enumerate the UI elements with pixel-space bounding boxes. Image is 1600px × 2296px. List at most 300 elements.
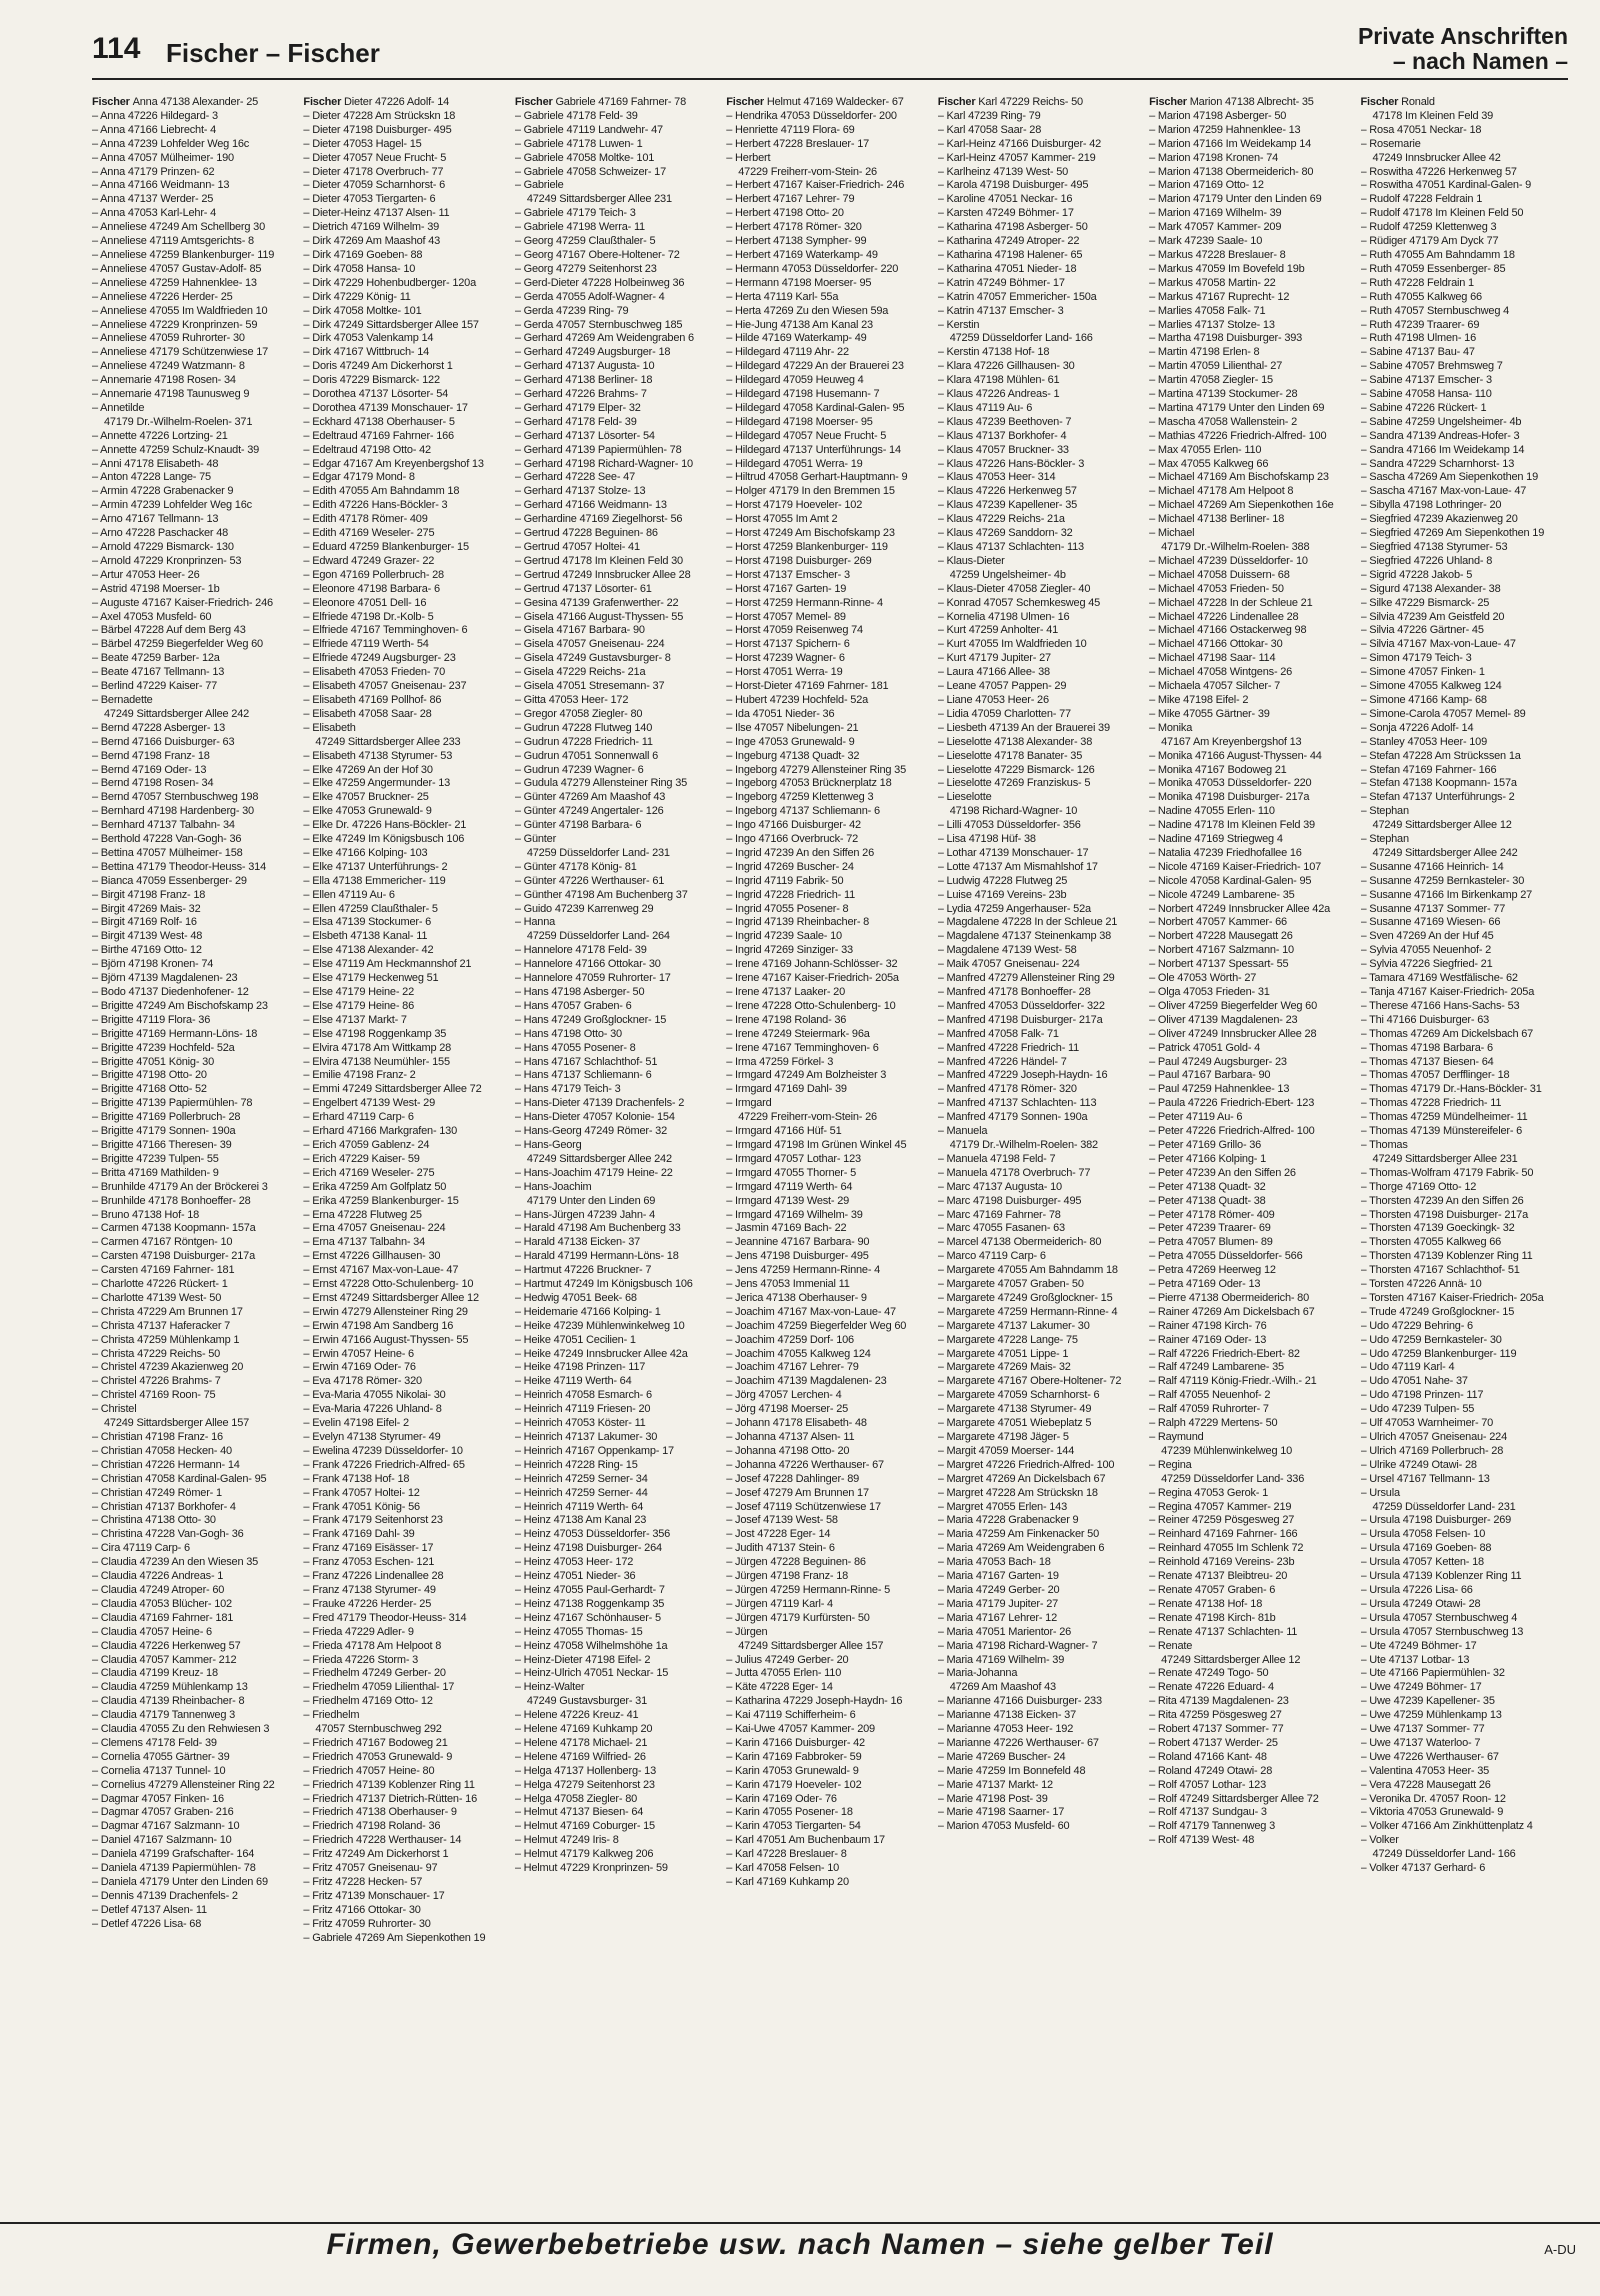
listing-entry: – Heike 47249 Innsbrucker Allee 42a: [514, 1347, 688, 1360]
listing-entry: – Horst 47179 Hoeveler- 102: [726, 499, 863, 512]
listing-entry: – Horst 47259 Blankenburger- 119: [726, 541, 888, 553]
listing-entry: – Elke 47057 Bruckner- 25: [303, 791, 429, 804]
listing-entry: – Petra 47269 Heerweg 12: [1149, 1264, 1276, 1277]
footer-code: A-DU: [1544, 2242, 1576, 2257]
listing-entry: – Renate 47198 Kirch- 81b: [1149, 1611, 1276, 1624]
listing-entry: – Ingrid 47139 Rheinbacher- 8: [726, 916, 870, 929]
listing-entry: – Rolf 47057 Lothar- 123: [1149, 1778, 1267, 1791]
listing-column: [1361, 96, 1568, 2176]
listing-entry: – Johann 47178 Elisabeth- 48: [726, 1417, 867, 1430]
listing-entry: – Heinrich 47259 Serner- 44: [514, 1486, 648, 1499]
listing-entry: – Luise 47169 Vereins- 23b: [937, 888, 1067, 901]
listing-entry: – Elke 47137 Unterführungs- 2: [303, 860, 448, 873]
entry-text: Marion 47138 Albrecht- 35: [1189, 96, 1314, 108]
listing-entry: – Hiltrud 47058 Gerhart-Hauptmann- 9: [726, 471, 908, 484]
listing-entry: – Margarete 47167 Obere-Holtener- 72: [937, 1375, 1122, 1388]
listing-column: [515, 96, 722, 2176]
listing-entry: – Bianca 47059 Essenberger- 29: [92, 874, 247, 887]
listing-entry: – Erwin 47057 Heine- 6: [303, 1347, 414, 1360]
listing-entry: – Jens 47259 Hermann-Rinne- 4: [726, 1264, 881, 1277]
listing-entry: – Julius 47249 Gerber- 20: [726, 1653, 849, 1666]
listing-entry: – Clemens 47178 Feld- 39: [92, 1736, 217, 1749]
listing-entry: – Martina 47139 Stockumer- 28: [1149, 388, 1298, 401]
listing-entry: – Helene 47169 Wilfried- 26: [514, 1750, 646, 1763]
listing-entry: 47229 Freiherr-vom-Stein- 26: [738, 1111, 877, 1124]
listing-entry: – Dirk 47269 Am Maashof 43: [303, 235, 441, 248]
listing-entry: – Bettina 47179 Theodor-Heuss- 314: [92, 860, 267, 873]
listing-entry: – Ute 47166 Papiermühlen- 32: [1360, 1667, 1505, 1680]
listing-entry: – Margarete 47269 Mais- 32: [937, 1361, 1071, 1374]
listing-entry: – Maria 47167 Garten- 19: [937, 1570, 1059, 1583]
listing-entry: – Lotte 47137 Am Mismahlshof 17: [937, 860, 1098, 873]
listing-entry: – Liesbeth 47139 An der Brauerei 39: [937, 721, 1110, 734]
listing-entry: – Silvia 47239 Am Geistfeld 20: [1360, 610, 1505, 623]
listing-entry: – Viktoria 47053 Grunewald- 9: [1360, 1806, 1504, 1819]
listing-entry: – Berthold 47228 Van-Gogh- 36: [92, 833, 242, 846]
listing-entry: – Paul 47167 Barbara- 90: [1149, 1069, 1271, 1082]
listing-entry: – Gabriele 47269 Am Siepenkothen 19: [303, 1931, 486, 1944]
listing-entry: – Herta 47269 Zu den Wiesen 59a: [726, 304, 889, 317]
listing-entry: – Siegfried 47239 Akazienweg 20: [1360, 513, 1518, 526]
listing-entry: 47179 Unter den Linden 69: [526, 1194, 656, 1207]
listing-entry: – Ingrid 47269 Buscher- 24: [726, 860, 854, 873]
listing-entry: – Udo 47259 Blankenburger- 119: [1360, 1347, 1517, 1360]
listing-entry: – Claudia 47226 Herkenweg 57: [92, 1639, 241, 1652]
listing-entry: – Simone 47057 Finken- 1: [1360, 666, 1485, 679]
surname-heading: Fischer: [1360, 96, 1402, 108]
listing-entry: – Karin 47055 Posener- 18: [726, 1806, 853, 1819]
listing-entry: – Christian 47198 Franz- 16: [92, 1431, 223, 1443]
listing-entry: – Simone 47055 Kalkweg 124: [1360, 680, 1502, 693]
listing-entry: – Udo 47229 Behring- 6: [1360, 1319, 1473, 1332]
listing-entry: – Udo 47239 Tulpen- 55: [1360, 1403, 1475, 1416]
listing-entry: – Ingeborg 47279 Allensteiner Ring 35: [726, 763, 907, 776]
listing-entry: – Elke 47166 Kolping- 103: [303, 846, 428, 859]
listing-entry: – Ursula 47169 Goeben- 88: [1360, 1542, 1492, 1555]
listing-entry: – Trude 47249 Großglockner- 15: [1360, 1305, 1515, 1318]
listing-entry: – Sandra 47229 Scharnhorst- 13: [1360, 457, 1515, 470]
listing-entry: – Harald 47138 Eicken- 37: [514, 1236, 641, 1249]
listing-entry: – Daniela 47199 Grafschafter- 164: [92, 1848, 255, 1861]
listing-entry: – Hans-Dieter 47139 Drachenfels- 2: [514, 1097, 685, 1110]
listing-entry: – Ingrid 47055 Posener- 8: [726, 902, 849, 915]
listing-entry: 47179 Dr.-Wilhelm-Roelen- 382: [949, 1138, 1098, 1151]
listing-entry: – Egon 47169 Pollerbruch- 28: [303, 568, 444, 581]
listing-entry: – Heinz 47167 Schönhauser- 5: [514, 1611, 661, 1624]
listing-entry: – Leane 47057 Pappen- 29: [937, 680, 1067, 693]
listing-entry: – Sascha 47269 Am Siepenkothen 19: [1360, 471, 1539, 484]
listing-entry: [938, 96, 1145, 110]
listing-entry: – Friedrich 47167 Bodoweg 21: [303, 1736, 448, 1749]
listing-entry: – Ingeburg 47138 Quadt- 32: [726, 749, 860, 762]
listing-entry: – Thorsten 47139 Koblenzer Ring 11: [1360, 1250, 1533, 1263]
listing-entry: – Else 47137 Markt- 7: [303, 1013, 407, 1026]
listing-entry: – Simone 47166 Kamp- 68: [1360, 693, 1487, 706]
listing-entry: – Maria 47269 Am Weidengraben 6: [937, 1542, 1105, 1555]
listing-entry: – Oliver 47249 Innsbrucker Allee 28: [1149, 1027, 1317, 1040]
listing-entry: – Peter 47138 Quadt- 38: [1149, 1194, 1266, 1207]
listing-entry: – Hilde 47169 Waterkamp- 49: [726, 332, 867, 345]
entry-text: Anna 47138 Alexander- 25: [132, 96, 259, 108]
listing-entry: – Helene 47169 Kuhkamp 20: [514, 1723, 653, 1736]
surname-heading: Fischer: [937, 96, 979, 108]
listing-entry: – Jürgen 47228 Beguinen- 86: [726, 1556, 866, 1569]
listing-entry: – Michael 47269 Am Siepenkothen 16e: [1149, 499, 1334, 512]
listing-entry: – Günter 47226 Werthauser- 61: [514, 874, 665, 887]
listing-entry: – Irene 47137 Laaker- 20: [726, 986, 846, 998]
listing-entry: – Anneliese 47119 Amtsgerichts- 8: [92, 235, 254, 248]
listing-entry: – Oliver 47139 Magdalenen- 23: [1149, 1013, 1298, 1026]
listing-entry: – Markus 47058 Martin- 22: [1149, 276, 1276, 289]
listing-entry: – Dirk 47058 Hansa- 10: [303, 262, 416, 275]
listing-entry: – Josef 47139 West- 58: [726, 1514, 838, 1527]
listing-entry: – Uwe 47137 Sommer- 77: [1360, 1723, 1485, 1736]
listing-entry: – Paul 47249 Augsburger- 23: [1149, 1055, 1287, 1068]
listing-entry: – Thomas 47228 Friedrich- 11: [1360, 1097, 1502, 1110]
listing-entry: – Helene 47178 Michael- 21: [514, 1736, 648, 1749]
listing-entry: – Elisabeth 47053 Frieden- 70: [303, 666, 445, 679]
listing-entry: – Sonja 47226 Adolf- 14: [1360, 721, 1474, 734]
listing-entry: – Georg 47259 Claußthaler- 5: [514, 235, 656, 248]
listing-entry: – Emilie 47198 Franz- 2: [303, 1069, 416, 1082]
listing-entry: – Elke 47053 Grunewald- 9: [303, 805, 432, 818]
listing-entry: 47259 Düsseldorfer Land- 231: [1372, 1500, 1516, 1513]
listing-entry: – Ingrid 47269 Sinziger- 33: [726, 944, 853, 957]
listing-entry: – Dagmar 47057 Graben- 216: [92, 1806, 234, 1819]
listing-entry: – Irmgard 47166 Hüf- 51: [726, 1125, 842, 1138]
listing-entry: – Manfred 47053 Düsseldorfer- 322: [937, 999, 1105, 1012]
listing-entry: – Helmut 47179 Kalkweg 206: [514, 1848, 654, 1861]
page-header: [92, 22, 1568, 80]
listing-entry: – Tamara 47169 Westfälische- 62: [1360, 972, 1518, 985]
page-number: 114: [92, 32, 141, 65]
listing-entry: – Renate 47249 Togo- 50: [1149, 1667, 1269, 1680]
listing-entry: – Hans 47137 Schliemann- 6: [514, 1069, 652, 1082]
listing-entry: – Elvira 47178 Am Wittkamp 28: [303, 1041, 452, 1054]
listing-entry: – Claudia 47057 Kammer- 212: [92, 1653, 237, 1666]
listing-entry: – Renate 47137 Bleibtreu- 20: [1149, 1570, 1288, 1583]
listing-entry: – Friedrich 47057 Heine- 80: [303, 1764, 435, 1777]
listing-entry: – Mark 47057 Kammer- 209: [1149, 221, 1282, 234]
listing-entry: – Gisela 47051 Stresemann- 37: [514, 680, 665, 693]
listing-entry: – Ida 47051 Nieder- 36: [726, 707, 835, 720]
listing-entry: – Ulrich 47057 Gneisenau- 224: [1360, 1431, 1507, 1443]
listing-entry: – Heinrich 47119 Werth- 64: [514, 1500, 644, 1513]
listing-entry: – Dirk 47167 Wittbruch- 14: [303, 346, 430, 359]
listing-entry: – Ursula 47057 Ketten- 18: [1360, 1556, 1484, 1569]
listing-entry: – Dennis 47139 Drachenfels- 2: [92, 1889, 238, 1902]
listing-entry: – Brigitte 47239 Tulpen- 55: [92, 1152, 219, 1165]
listing-entry: – Marcel 47138 Obermeiderich- 80: [937, 1236, 1102, 1249]
listing-entry: – Irene 47169 Johann-Schlösser- 32: [726, 958, 898, 971]
listing-entry: – Arnold 47229 Bismarck- 130: [92, 541, 234, 553]
listing-entry: – Manfred 47279 Allensteiner Ring 29: [937, 972, 1115, 985]
listing-entry: – Frieda 47226 Storm- 3: [303, 1653, 419, 1666]
listing-entry: – Rüdiger 47179 Am Dyck 77: [1360, 235, 1499, 248]
listing-entry: – Paula 47226 Friedrich-Ebert- 123: [1149, 1097, 1315, 1110]
listing-entry: – Ruth 47057 Sternbuschweg 4: [1360, 304, 1510, 317]
listing-entry: – Liane 47053 Heer- 26: [937, 693, 1049, 706]
listing-entry: – Daniela 47179 Unter den Linden 69: [92, 1876, 268, 1888]
listing-entry: 47259 Düsseldorfer Land- 231: [526, 846, 670, 859]
listing-entry: – Petra 47057 Blumen- 89: [1149, 1236, 1273, 1249]
listing-entry: – Rolf 47249 Sittardsberger Allee 72: [1149, 1792, 1319, 1805]
listing-entry: – Jutta 47055 Erlen- 110: [726, 1667, 842, 1680]
listing-entry: – Jürgen 47198 Franz- 18: [726, 1570, 849, 1583]
listing-entry: – Marion 47198 Kronen- 74: [1149, 151, 1279, 164]
listing-entry: – Claudia 47169 Fahrner- 181: [92, 1611, 234, 1624]
listing-entry: – Rudolf 47259 Klettenweg 3: [1360, 221, 1497, 234]
listing-entry: 47259 Düsseldorfer Land- 166: [949, 332, 1093, 345]
listing-entry: – Vera 47228 Mausegatt 26: [1360, 1778, 1491, 1791]
listing-entry: – Dietrich 47169 Wilhelm- 39: [303, 221, 440, 234]
listing-entry: – Josef 47279 Am Brunnen 17: [726, 1486, 869, 1499]
listing-entry: – Gertrud 47137 Lösorter- 61: [514, 582, 652, 595]
listing-entry: – Ursula 47057 Sternbuschweg 4: [1360, 1611, 1518, 1624]
listing-entry: – Irene 47249 Steiermark- 96a: [726, 1027, 870, 1040]
listing-entry: – Erna 47228 Flutweg 25: [303, 1208, 422, 1221]
listing-entry: – Sabine 47137 Bau- 47: [1360, 346, 1475, 359]
listing-entry: – Thomas 47057 Derfflinger- 18: [1360, 1069, 1510, 1082]
section-title-line-1: Private Anschriften: [1357, 23, 1568, 49]
listing-entry: – Birthe 47169 Otto- 12: [92, 944, 202, 957]
listing-entry: – Maria 47053 Bach- 18: [937, 1556, 1051, 1569]
listing-entry: – Gerhard 47138 Berliner- 18: [514, 374, 653, 387]
listing-entry: – Joachim 47055 Kalkweg 124: [726, 1347, 871, 1360]
listing-entry: – Ilse 47057 Nibelungen- 21: [726, 721, 859, 734]
listing-entry: – Horst 47051 Werra- 19: [726, 666, 843, 679]
listing-entry: – Gudrun 47239 Wagner- 6: [514, 763, 644, 776]
listing-entry: – Horst 47198 Duisburger- 269: [726, 554, 872, 567]
listing-entry: – Robert 47137 Sommer- 77: [1149, 1723, 1284, 1736]
listing-entry: – Hildegard 47058 Kardinal-Galen- 95: [726, 401, 905, 414]
listing-entry: – Margarete 47198 Jäger- 5: [937, 1431, 1069, 1443]
listing-entry: – Rosa 47051 Neckar- 18: [1360, 123, 1482, 136]
listing-entry: – Hie-Jung 47138 Am Kanal 23: [726, 318, 873, 331]
listing-entry: – Christian 47226 Hermann- 14: [92, 1458, 240, 1471]
listing-entry: – Bernhard 47137 Talbahn- 34: [92, 819, 235, 832]
listing-entry: – Reinhold 47169 Vereins- 23b: [1149, 1556, 1295, 1569]
listing-entry: – Daniela 47139 Papiermühlen- 78: [92, 1862, 256, 1875]
listing-entry: – Edeltraud 47198 Otto- 42: [303, 443, 431, 456]
listing-entry: – Horst 47167 Garten- 19: [726, 582, 847, 595]
listing-entry: – Gerhardine 47169 Ziegelhorst- 56: [514, 513, 683, 526]
listing-entry: – Bärbel 47228 Auf dem Berg 43: [92, 624, 246, 637]
listing-entry: – Irene 47167 Temminghoven- 6: [726, 1041, 879, 1054]
listing-entry: – Karl 47058 Felsen- 10: [726, 1862, 840, 1875]
listing-entry: – Mike 47198 Eifel- 2: [1149, 693, 1249, 706]
listing-entry: – Nicole 47249 Lambarene- 35: [1149, 888, 1295, 901]
listing-entry: – Anneliese 47055 Im Waldfrieden 10: [92, 304, 268, 317]
listing-entry: – Gisela 47249 Gustavsburger- 8: [514, 652, 671, 665]
listing-column: [92, 96, 299, 2176]
listing-entry: – Peter 47226 Friedrich-Alfred- 100: [1149, 1125, 1315, 1138]
listing-entry: – Margit 47059 Moerser- 144: [937, 1444, 1075, 1457]
listing-entry: – Monika 47167 Bodoweg 21: [1149, 763, 1287, 776]
listing-entry: – Torsten 47226 Annä- 10: [1360, 1278, 1482, 1291]
listing-entry: – Ralf 47119 König-Friedr.-Wilh.- 21: [1149, 1375, 1317, 1388]
listing-entry: – Gerhard 47166 Weidmann- 13: [514, 499, 667, 512]
listing-entry: – Thorsten 47239 An den Siffen 26: [1360, 1194, 1524, 1207]
listing-entry: – Sven 47269 An der Huf 45: [1360, 930, 1494, 943]
listing-entry: – Armin 47228 Grabenacker 9: [92, 485, 234, 498]
surname-heading: Fischer: [1149, 96, 1190, 108]
listing-entry: – Heinz 47053 Heer- 172: [514, 1556, 634, 1569]
listing-entry: – Christian 47058 Hecken- 40: [92, 1444, 232, 1457]
listing-entry: – Michael 47226 Lindenallee 28: [1149, 610, 1299, 623]
listing-entry: – Gerda 47057 Sternbuschweg 185: [514, 318, 683, 331]
listing-entry: – Kornelia 47198 Ulmen- 16: [937, 610, 1070, 623]
listing-entry: – Ellen 47119 Au- 6: [303, 888, 395, 901]
surname-heading: Fischer: [514, 96, 556, 108]
listing-entry: 47178 Im Kleinen Feld 39: [1372, 109, 1494, 122]
listing-entry: – Peter 47138 Quadt- 32: [1149, 1180, 1266, 1193]
listing-entry: – Maria 47228 Grabenacker 9: [937, 1514, 1079, 1527]
listing-entry: – Ingrid 47239 An den Siffen 26: [726, 846, 874, 859]
listing-entry: – Michael 47239 Düsseldorfer- 10: [1149, 554, 1308, 567]
listing-entry: – Hannelore 47166 Ottokar- 30: [514, 958, 661, 971]
listing-entry: – Reiner 47259 Pösgesweg 27: [1149, 1514, 1295, 1527]
listing-entry: – Martin 47198 Erlen- 8: [1149, 346, 1260, 359]
listing-entry: 47249 Sittardsberger Allee 157: [104, 1417, 250, 1430]
listing-entry: 47249 Sittardsberger Allee 233: [315, 735, 461, 748]
listing-entry: – Gerhard 47139 Papiermühlen- 78: [514, 443, 682, 456]
listing-entry: – Sibylla 47198 Lothringer- 20: [1360, 499, 1502, 512]
listing-entry: – Friedrich 47053 Grunewald- 9: [303, 1750, 453, 1763]
listing-entry: – Christina 47228 Van-Gogh- 36: [92, 1528, 244, 1541]
listing-entry: – Anna 47137 Werder- 25: [92, 193, 214, 206]
listing-entry: – Friedrich 47228 Werthauser- 14: [303, 1834, 462, 1847]
listing-entry: – Elvira 47138 Neumühler- 155: [303, 1055, 450, 1068]
listing-entry: – Joachim 47167 Max-von-Laue- 47: [726, 1305, 896, 1318]
page-footer: [0, 2222, 1600, 2272]
listing-entry: – Friedhelm 47249 Gerber- 20: [303, 1667, 446, 1680]
surname-heading: Fischer: [92, 96, 133, 108]
listing-entry: – Siegfried 47138 Styrumer- 53: [1360, 541, 1508, 553]
listing-entry: – Margarete 47228 Lange- 75: [937, 1333, 1078, 1346]
listing-entry: – Ingeborg 47137 Schliemann- 6: [726, 805, 880, 818]
listing-entry: – Ernst 47249 Sittardsberger Allee 12: [303, 1291, 479, 1304]
listing-entry: – Klaus-Dieter: [937, 554, 1005, 567]
listing-entry: – Bernd 47228 Asberger- 13: [92, 721, 226, 734]
listing-entry: – Roland 47249 Otawi- 28: [1149, 1764, 1273, 1777]
listing-entry: – Ella 47138 Emmericher- 119: [303, 874, 446, 887]
listing-entry: – Günther 47198 Am Buchenberg 37: [514, 888, 688, 901]
listing-entry: – Katharina 47051 Nieder- 18: [937, 262, 1077, 275]
listing-entry: – Tanja 47167 Kaiser-Friedrich- 205a: [1360, 986, 1535, 998]
listing-entry: – Carsten 47198 Duisburger- 217a: [92, 1250, 255, 1263]
listing-entry: – Dorothea 47137 Lösorter- 54: [303, 388, 449, 401]
listing-entry: – Hildegard 47119 Ahr- 22: [726, 346, 849, 359]
listing-entry: – Gisela 47166 August-Thyssen- 55: [514, 610, 684, 623]
listing-entry: – Dieter 47198 Duisburger- 495: [303, 123, 452, 136]
listing-entry: – Ursel 47167 Tellmann- 13: [1360, 1472, 1490, 1485]
listing-entry: – Simon 47179 Teich- 3: [1360, 652, 1472, 665]
listing-entry: – Katharina 47198 Asberger- 50: [937, 221, 1088, 234]
listing-entry: – Christian 47249 Römer- 1: [92, 1486, 222, 1499]
listing-entry: – Frieda 47229 Adler- 9: [303, 1625, 414, 1638]
listing-entry: – Herbert 47178 Römer- 320: [726, 221, 862, 234]
listing-entry: – Frank 47138 Hof- 18: [303, 1472, 410, 1485]
listing-columns: [92, 96, 1568, 2176]
listing-entry: – Nicole 47058 Kardinal-Galen- 95: [1149, 874, 1312, 887]
listing-entry: – Frank 47226 Friedrich-Alfred- 65: [303, 1458, 465, 1471]
listing-entry: – Elisabeth: [303, 721, 356, 734]
listing-entry: – Günter 47249 Angertaler- 126: [514, 805, 664, 818]
listing-entry: – Herbert 47169 Waterkamp- 49: [726, 248, 878, 261]
listing-entry: – Horst 47137 Emscher- 3: [726, 568, 850, 581]
listing-entry: – Dirk 47229 Hohenbudberger- 120a: [303, 276, 477, 289]
listing-entry: – Thorsten 47055 Kalkweg 66: [1360, 1236, 1502, 1249]
listing-entry: – Manuela 47178 Overbruch- 77: [937, 1166, 1091, 1179]
listing-entry: – Guido 47239 Karrenweg 29: [514, 902, 654, 915]
listing-entry: – Peter 47239 Traarer- 69: [1149, 1222, 1271, 1235]
listing-entry: – Fritz 47249 Am Dickerhorst 1: [303, 1848, 449, 1861]
listing-entry: – Dirk 47053 Valenkamp 14: [303, 332, 434, 345]
listing-entry: – Hildegard 47198 Husemann- 7: [726, 388, 880, 401]
listing-entry: – Friedhelm 47059 Lilienthal- 17: [303, 1681, 455, 1694]
listing-entry: – Magdalene 47139 West- 58: [937, 944, 1077, 957]
listing-entry: – Inge 47053 Grunewald- 9: [726, 735, 855, 748]
listing-entry: – Detlef 47226 Lisa- 68: [92, 1917, 202, 1930]
listing-entry: – Klaus-Dieter 47058 Ziegler- 40: [937, 582, 1091, 595]
listing-entry: – Herbert 47228 Breslauer- 17: [726, 137, 870, 150]
listing-entry: – Ursula 47249 Otawi- 28: [1360, 1597, 1481, 1610]
listing-entry: – Ingrid 47119 Fabrik- 50: [726, 874, 844, 887]
listing-entry: – Herbert 47198 Otto- 20: [726, 207, 844, 220]
listing-entry: – Ernst 47228 Otto-Schulenberg- 10: [303, 1278, 474, 1291]
listing-entry: – Renate 47137 Schlachten- 11: [1149, 1625, 1298, 1638]
listing-entry: – Maria 47198 Richard-Wagner- 7: [937, 1639, 1098, 1652]
listing-entry: – Susanne 47137 Sommer- 77: [1360, 902, 1506, 915]
surname-heading: Fischer: [303, 96, 345, 108]
listing-entry: – Peter 47169 Grillo- 36: [1149, 1138, 1262, 1151]
listing-entry: – Marlies 47058 Falk- 71: [1149, 304, 1266, 317]
listing-entry: 47249 Sittardsberger Allee 157: [738, 1639, 884, 1652]
listing-entry: – Gerhard 47269 Am Weidengraben 6: [514, 332, 694, 345]
listing-entry: – Manfred 47178 Bonhoeffer- 28: [937, 986, 1091, 998]
listing-entry: – Horst 47259 Hermann-Rinne- 4: [726, 596, 883, 609]
listing-entry: – Marianne 47166 Duisburger- 233: [937, 1695, 1102, 1708]
listing-entry: – Hildegard 47229 An der Brauerei 23: [726, 360, 904, 373]
listing-entry: – Silvia 47167 Max-von-Laue- 47: [1360, 638, 1516, 651]
listing-entry: – Axel 47053 Musfeld- 60: [92, 610, 212, 623]
listing-entry: – Elke Dr. 47226 Hans-Böckler- 21: [303, 819, 467, 832]
listing-entry: – Claudia 47053 Blücher- 102: [92, 1597, 232, 1610]
listing-entry: 47229 Freiherr-vom-Stein- 26: [738, 165, 877, 178]
listing-entry: – Else 47138 Alexander- 42: [303, 944, 434, 957]
listing-entry: – Jost 47228 Eger- 14: [726, 1528, 831, 1541]
listing-entry: – Margret 47055 Erlen- 143: [937, 1500, 1068, 1513]
listing-entry: – Elsa 47139 Stockumer- 6: [303, 916, 432, 929]
listing-entry: – Margarete 47137 Lakumer- 30: [937, 1319, 1090, 1332]
listing-entry: – Claudia 47139 Rheinbacher- 8: [92, 1695, 245, 1708]
listing-entry: – Heike 47051 Cecilien- 1: [514, 1333, 636, 1346]
listing-entry: – Dirk 47169 Goeben- 88: [303, 248, 423, 261]
listing-entry: – Friedrich 47139 Koblenzer Ring 11: [303, 1778, 475, 1791]
listing-entry: – Heinrich 47137 Lakumer- 30: [514, 1431, 658, 1443]
listing-entry: – Helmut 47137 Biesen- 64: [514, 1806, 644, 1819]
listing-entry: – Gerhard 47198 Richard-Wagner- 10: [514, 457, 693, 470]
listing-entry: – Norbert 47137 Spessart- 55: [1149, 958, 1289, 971]
listing-entry: – Roswitha 47051 Kardinal-Galen- 9: [1360, 179, 1532, 192]
listing-entry: – Ruth 47055 Am Bahndamm 18: [1360, 248, 1515, 261]
listing-entry: – Christa 47229 Reichs- 50: [92, 1347, 221, 1360]
listing-entry: – Marion 47053 Musfeld- 60: [937, 1820, 1070, 1833]
listing-entry: – Horst 47059 Reisenweg 74: [726, 624, 863, 637]
listing-entry: – Dorothea 47139 Monschauer- 17: [303, 401, 468, 414]
listing-entry: – Gertrud 47249 Innsbrucker Allee 28: [514, 568, 691, 581]
